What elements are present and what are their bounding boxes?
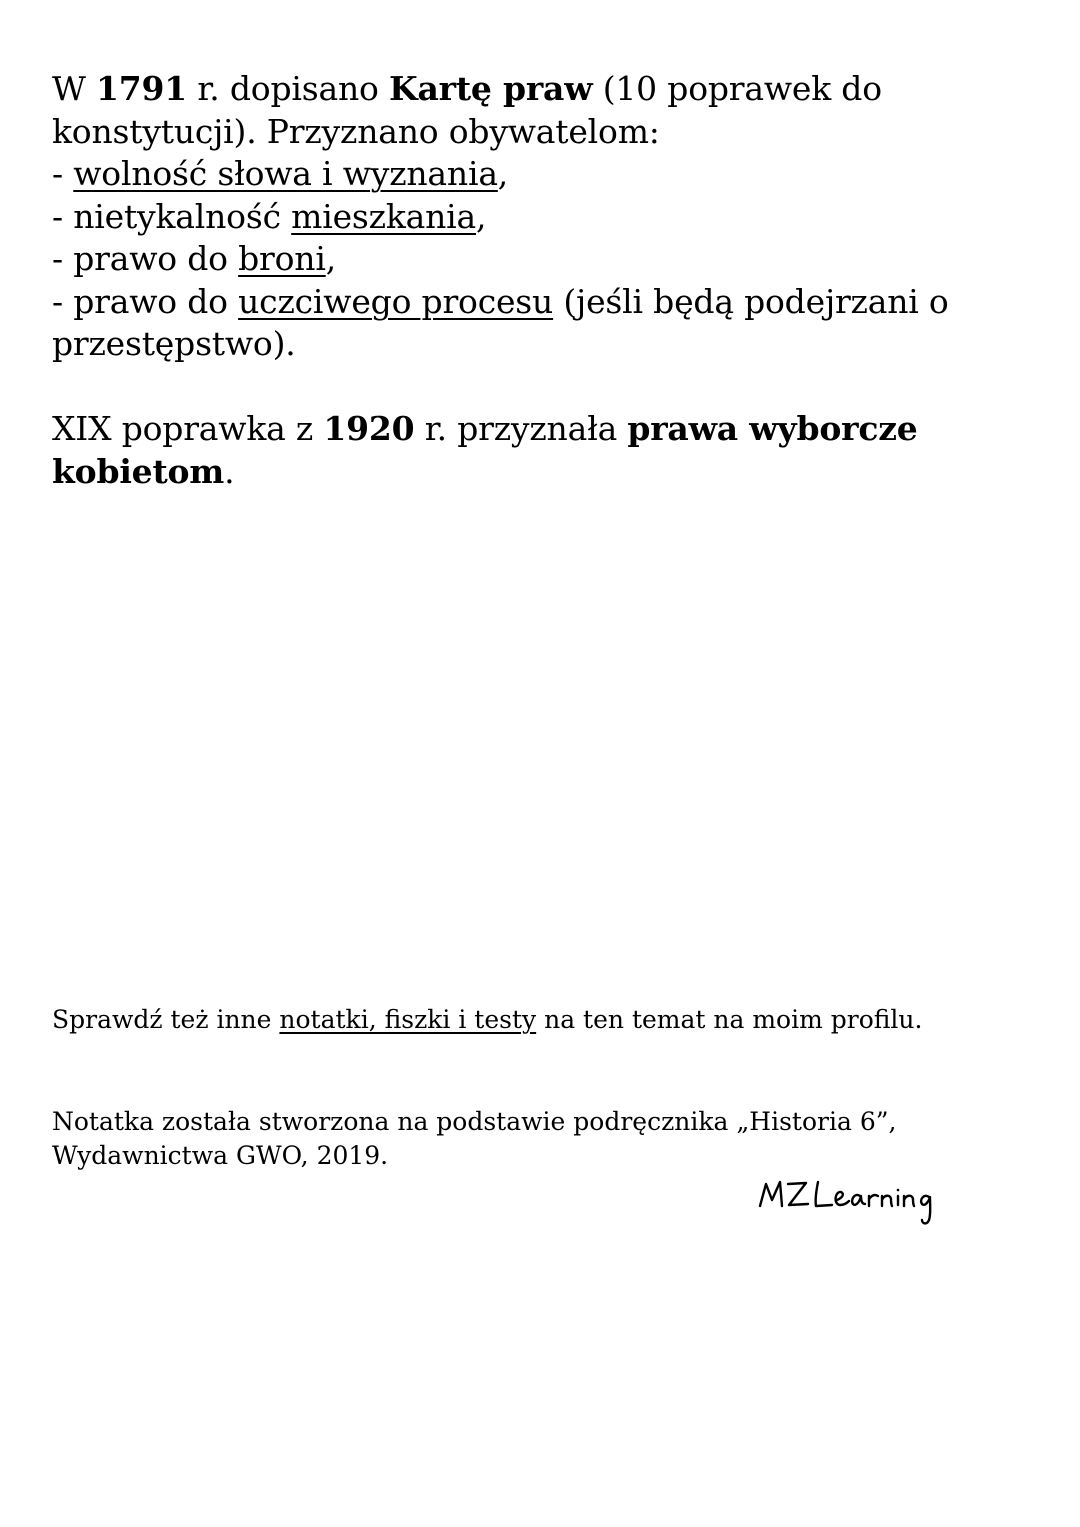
amendment-19-line-1: XIX poprawka z 1920 r. przyznała prawa wyborcze	[52, 409, 918, 448]
rights-list-item: - prawo do broni,	[52, 239, 336, 278]
bill-of-rights-line-1: W 1791 r. dopisano Kartę praw (10 poprawek do	[52, 69, 882, 108]
right-to-arms-term: broni	[238, 239, 326, 278]
year-1920: 1920	[323, 409, 415, 448]
profile-promo-text: Sprawdź też inne notatki, fiszki i testy na ten temat na moim profilu.	[52, 1005, 923, 1034]
source-note	[52, 1105, 1052, 1173]
bill-of-rights-term: Kartę praw	[388, 69, 593, 108]
home-inviolability-term: mieszkania	[291, 196, 476, 236]
rights-list-item: - wolność słowa i wyznania,	[52, 154, 509, 193]
bill-of-rights-line-2: konstytucji). Przyznano obywatelom:	[52, 111, 660, 151]
voting-rights-term: prawa wyborcze	[627, 409, 918, 448]
author-signature	[756, 1170, 976, 1230]
freedom-of-speech-term: wolność słowa i wyznania	[73, 154, 498, 193]
year-1791: 1791	[96, 69, 188, 108]
fair-trial-term: uczciwego procesu	[238, 281, 554, 321]
women-term: kobietom	[52, 451, 225, 491]
rights-list-item: - prawo do uczciwego procesu (jeśli będą podejrzani o	[52, 281, 949, 321]
rights-list-item: - nietykalność mieszkania,	[52, 196, 487, 236]
amendment-19-paragraph	[52, 408, 1042, 493]
source-note-line-1: Notatka została stworzona na podstawie podręcznika „Historia 6”,	[52, 1107, 897, 1136]
rights-list-item-continuation: przestępstwo).	[52, 324, 296, 363]
notes-flashcards-tests-link[interactable]: notatki, fiszki i testy	[279, 1005, 537, 1034]
source-note-line-2: Wydawnictwa GWO, 2019.	[52, 1141, 389, 1170]
bill-of-rights-paragraph	[52, 68, 1042, 366]
amendment-19-line-2: kobietom.	[52, 451, 235, 491]
signature-handwriting-icon	[756, 1170, 976, 1230]
